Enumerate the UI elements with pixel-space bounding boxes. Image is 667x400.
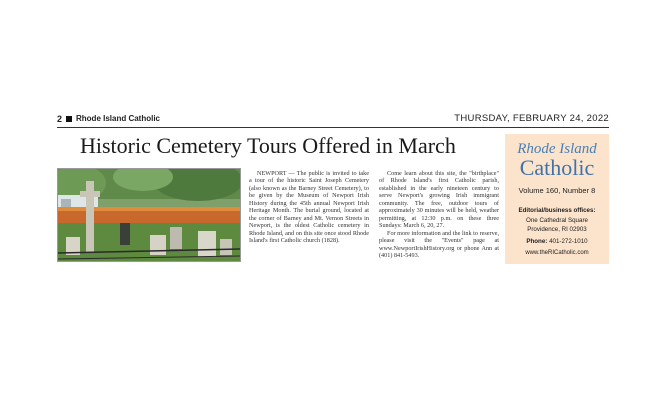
publication-name: Rhode Island Catholic: [76, 114, 161, 123]
phone-number: 401-272-1010: [549, 238, 588, 245]
offices-label: Editorial/business offices:: [518, 207, 596, 214]
address-line2: Providence, RI 02903: [527, 226, 587, 233]
phone-label: Phone:: [526, 238, 548, 245]
article-paragraph: For more information and the link to reserve, please visit the "Events" page at www.NewportIrishHistory.org or phone Ann at (401) 841-5493.: [379, 229, 499, 259]
issue-date: THURSDAY, FEBRUARY 24, 2022: [454, 113, 609, 124]
website-url: www.theRICatholic.com: [525, 250, 589, 256]
article-column-1: [249, 170, 369, 245]
article-paragraph: NEWPORT — The public is invited to take a tour of the historic Saint Joseph Cemetery (also known as the Barney Street Cemetery), to be given by the Museum of Newport Irish History during the 45th annual Newport Irish Heritage Month. The burial ground, located at the corner of Barney and Mt. Vernon Streets in Newport, is the oldest Catholic cemetery in Rhode Island, and on this site once stood Rhode Island's first Catholic church (1828).: [249, 170, 369, 245]
article-paragraph: Come learn about this site, the "birthplace" of Rhode Island's first Catholic parish, established in the early nineteen century to serve Newport's growing Irish immigrant community. The free, outdoor tours of approximately 30 minutes will be held, weather permitting, at 12:30 p.m. on these three Sundays: March 6, 20, 27.: [379, 170, 499, 230]
page-number: 2: [57, 114, 63, 124]
square-bullet-icon: [66, 116, 72, 122]
cemetery-photo: [57, 168, 241, 262]
phone-line: [505, 238, 609, 245]
volume-number: Volume 160, Number 8: [518, 186, 596, 195]
masthead-title-line1: Rhode Island: [517, 141, 597, 157]
address-line1: One Cathedral Square: [526, 217, 588, 224]
article-column-2: [379, 170, 499, 259]
article-headline: Historic Cemetery Tours Offered in March: [80, 133, 456, 158]
masthead-box: [505, 134, 609, 264]
page-header: [57, 113, 609, 128]
masthead-title-line2: Catholic: [519, 155, 595, 180]
